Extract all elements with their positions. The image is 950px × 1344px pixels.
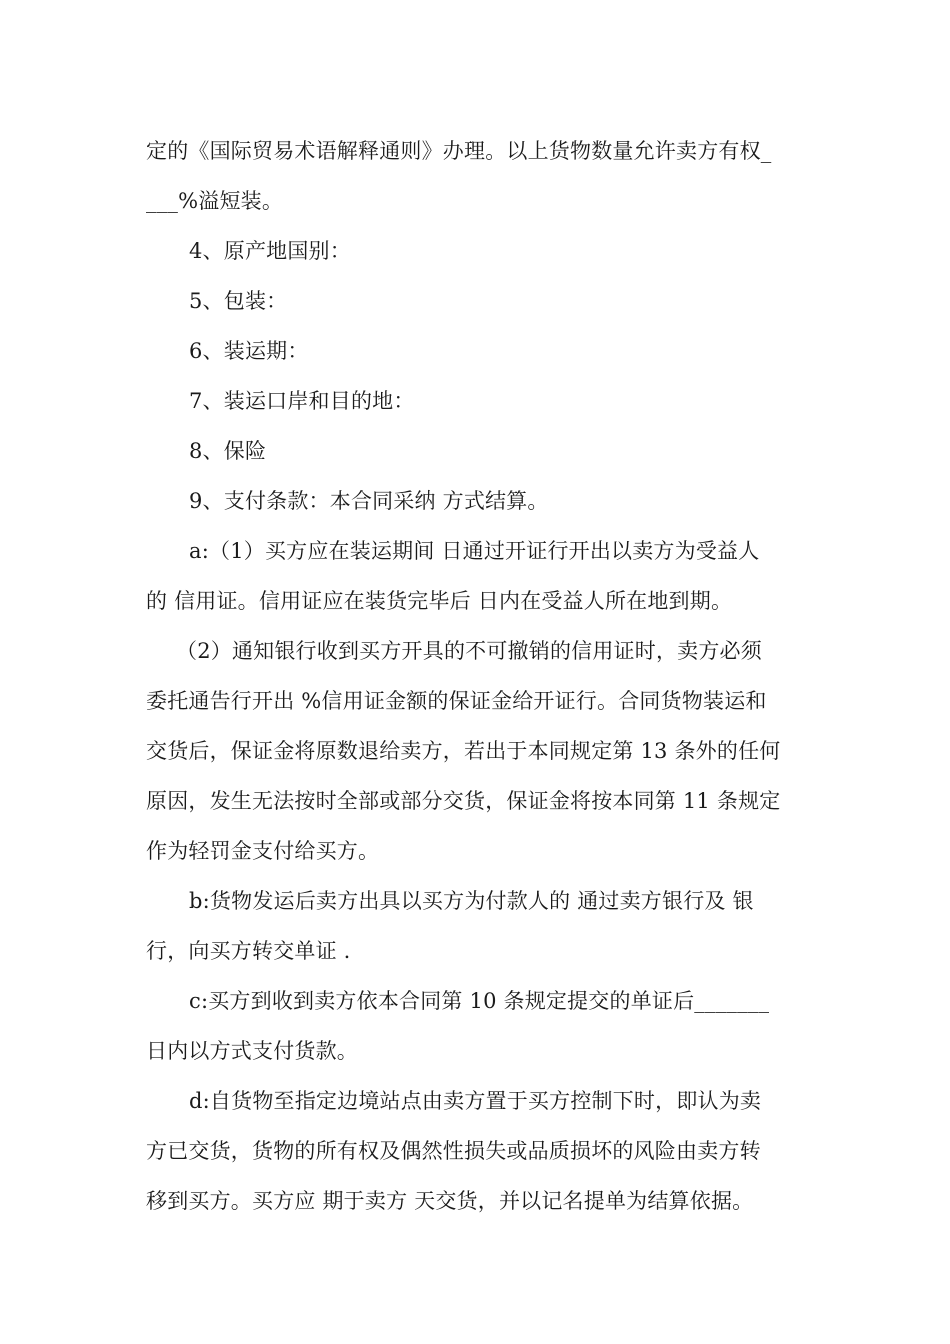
document-body: [146, 126, 808, 1226]
text-line: 作为轻罚金支付给买方。: [146, 839, 380, 863]
clause-a-2: （2）通知银行收到买方开具的不可撤销的信用证时，卖方必须: [176, 639, 762, 663]
text-line: ___%溢短装。: [146, 189, 284, 213]
clause-port: 7、装运口岸和目的地：: [189, 389, 415, 413]
clause-c: c:买方到收到卖方依本合同第 10 条规定提交的单证后_______: [189, 989, 770, 1013]
clause-b: b:货物发运后卖方出具以买方为付款人的 通过卖方银行及 银: [189, 889, 754, 913]
text-line: 定的《国际贸易术语解释通则》办理。以上货物数量允许卖方有权_: [146, 139, 772, 163]
clause-packing: 5、包装：: [189, 289, 288, 313]
text-line: 行，向买方转交单证 .: [146, 939, 351, 963]
text-line: 原因，发生无法按时全部或部分交货，保证金将按本同第 11 条规定: [146, 789, 781, 813]
text-line: 的 信用证。信用证应在装货完毕后 日内在受益人所在地到期。: [146, 589, 733, 613]
clause-payment: 9、支付条款：本合同采纳 方式结算。: [189, 489, 549, 513]
clause-d: d:自货物至指定边境站点由卖方置于买方控制下时，即认为卖: [189, 1089, 762, 1113]
clause-insurance: 8、保险: [189, 439, 267, 463]
text-line: 日内以方式支付货款。: [146, 1039, 358, 1063]
text-line: 委托通告行开出 %信用证金额的保证金给开证行。合同货物装运和: [146, 689, 767, 713]
clause-origin: 4、原产地国别：: [189, 239, 351, 263]
text-line: 方已交货，货物的所有权及偶然性损失或品质损坏的风险由卖方转: [146, 1139, 761, 1163]
clause-a: a:（1）买方应在装运期间 日通过开证行开出以卖方为受益人: [189, 539, 760, 563]
text-line: 移到买方。买方应 期于卖方 天交货，并以记名提单为结算依据。: [146, 1189, 754, 1213]
text-line: 交货后，保证金将原数退给卖方，若出于本同规定第 13 条外的任何: [146, 739, 781, 763]
clause-shipment-period: 6、装运期：: [189, 339, 309, 363]
